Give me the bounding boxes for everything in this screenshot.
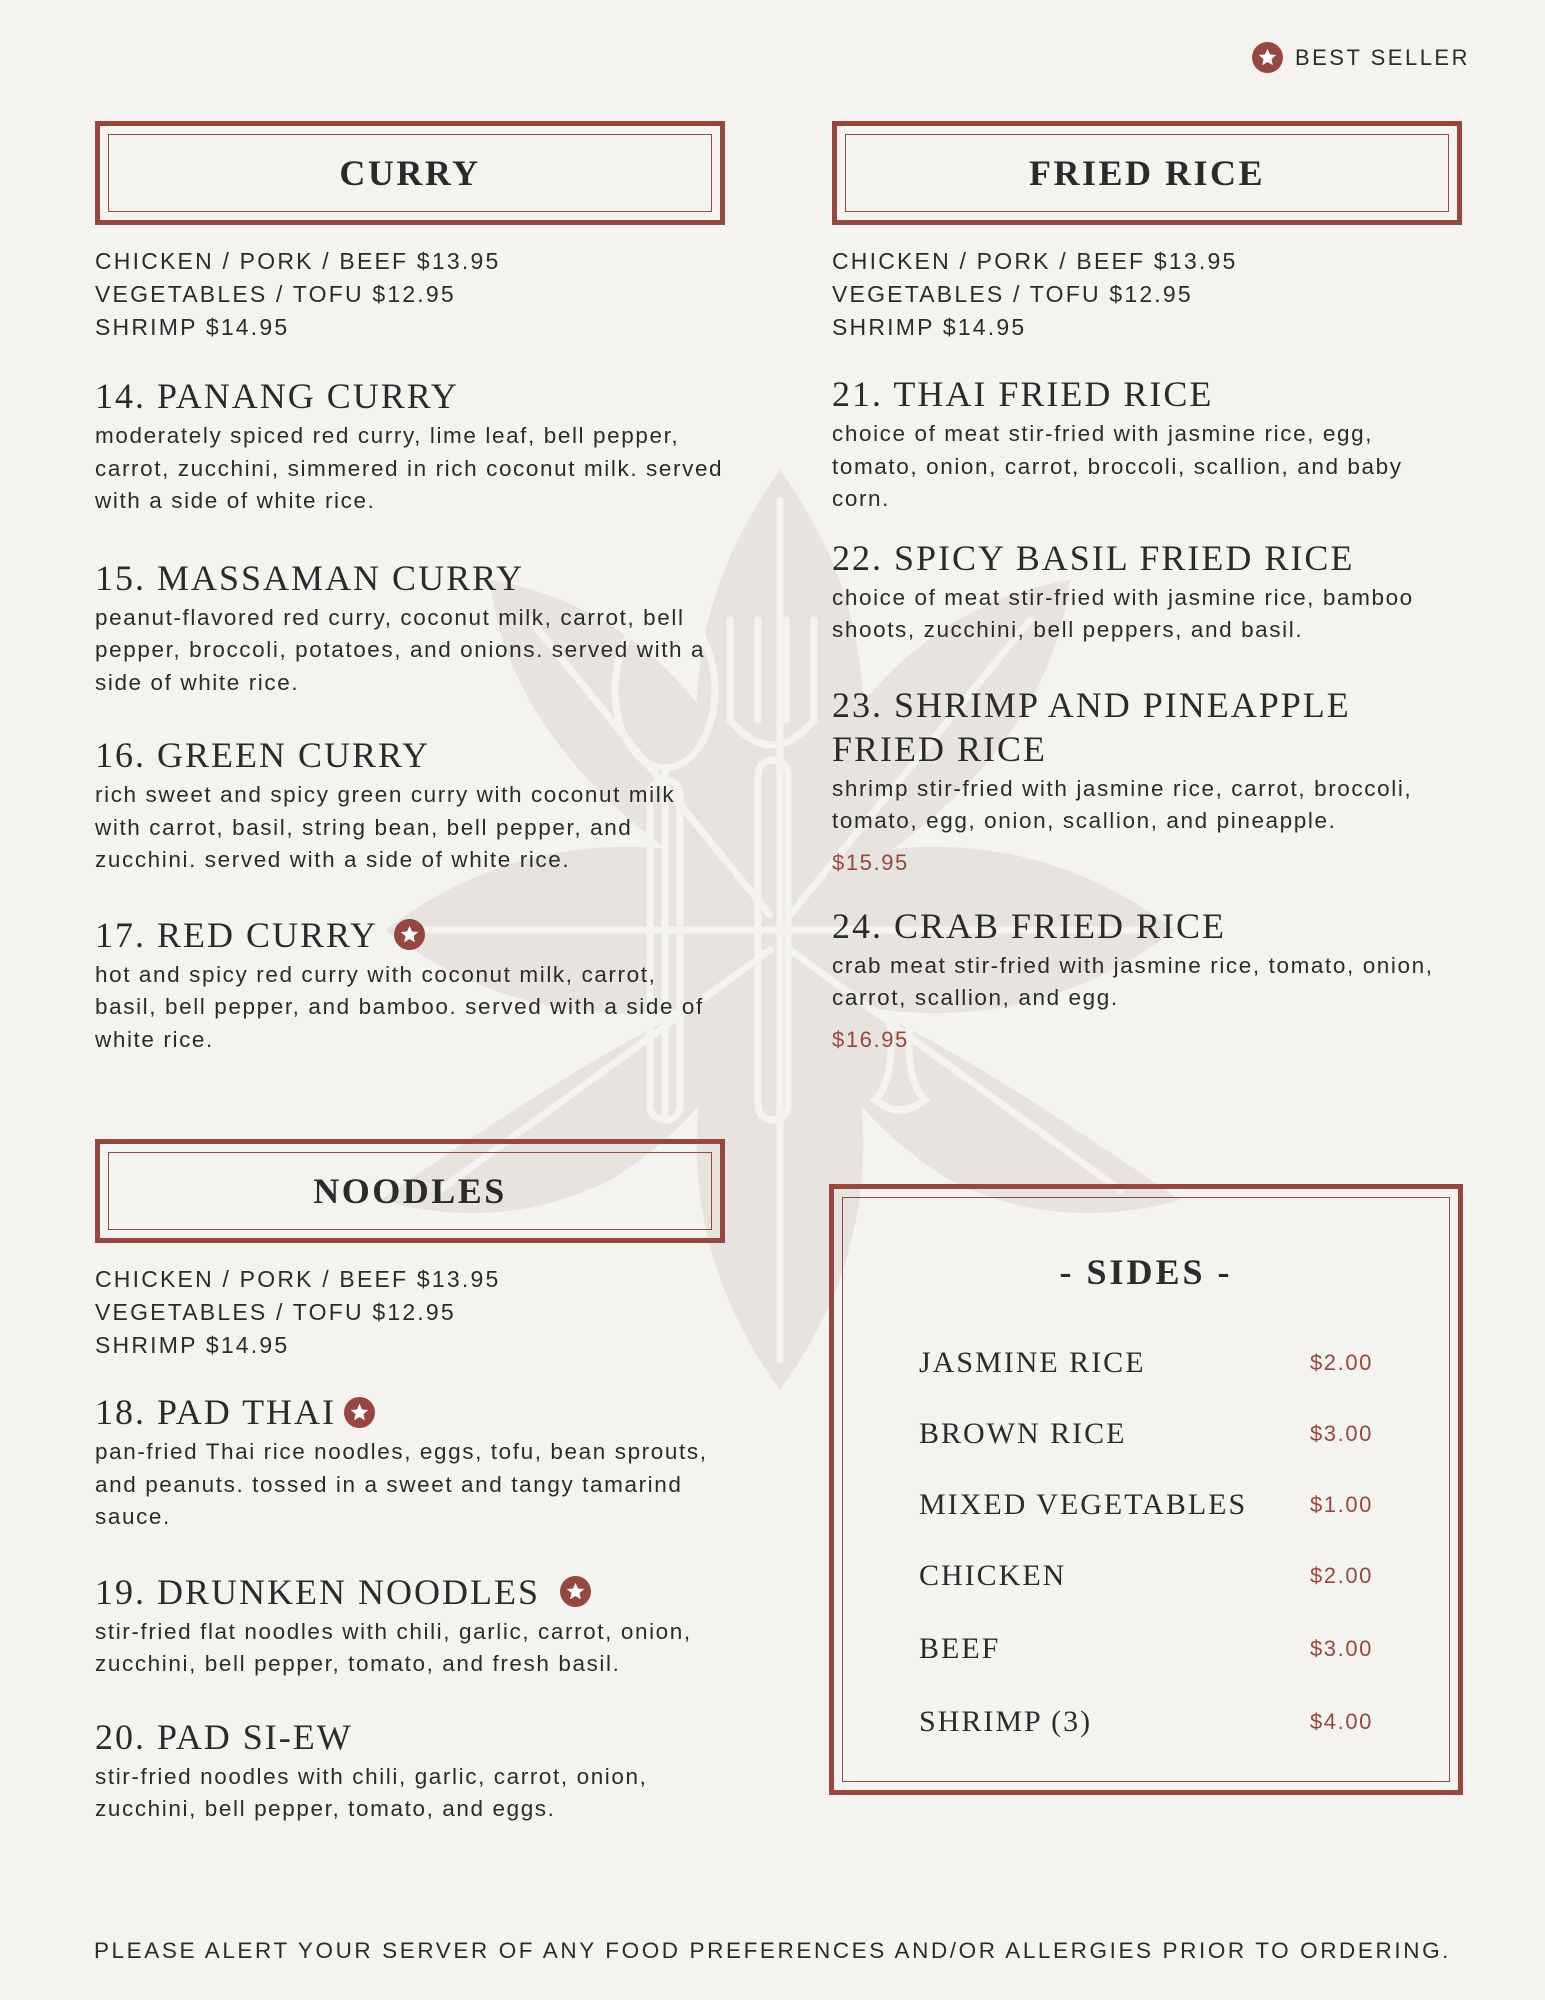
best-seller-star-icon [344,1397,375,1428]
side-price: $2.00 [1309,1349,1373,1375]
noodles-banner [95,1139,725,1243]
menu-item [832,904,1462,1053]
curry-section [95,121,725,1056]
item-name: 17. RED CURRY [95,913,725,957]
menu-item [832,683,1462,876]
item-name: 20. PAD SI-EW [95,1716,353,1757]
menu-item [95,1715,725,1826]
curry-price-list [95,245,725,344]
side-row [919,1540,1373,1611]
item-description: choice of meat stir-fried with jasmine rice, egg, tomato, onion, carrot, broccoli, scallion, and baby corn. [832,421,1403,511]
item-description: hot and spicy red curry with coconut milk, carrot, basil, bell pepper, and bamboo. served with a side of white rice. [95,961,704,1052]
price-line: CHICKEN / PORK / BEEF $13.95 [832,248,1238,274]
menu-item [95,733,725,877]
side-name: SHRIMP (3) [919,1704,1093,1738]
menu-item [95,556,725,700]
noodles-price-list [95,1263,725,1362]
section-title: FRIED RICE [1028,153,1266,193]
price-line: VEGETABLES / TOFU $12.95 [95,1299,456,1325]
fried-rice-banner [832,121,1462,225]
item-description: stir-fried flat noodles with chili, garlic, carrot, onion, zucchini, bell pepper, tomato, and fresh basil. [95,1618,692,1676]
best-seller-star-icon [394,919,425,950]
item-name: 15. MASSAMAN CURRY [95,557,525,598]
side-name: BROWN RICE [919,1416,1127,1450]
menu-item [832,372,1462,516]
fried-rice-price-list [832,245,1462,344]
item-description: rich sweet and spicy green curry with coconut milk with carrot, basil, string bean, bell pepper, and zucchini. served with a side of white rice. [95,782,676,872]
price-line: VEGETABLES / TOFU $12.95 [95,281,456,307]
item-description: crab meat stir-fried with jasmine rice, tomato, onion, carrot, scallion, and egg. [832,952,1434,1010]
item-name: 14. PANANG CURRY [95,376,459,416]
price-line: SHRIMP $14.95 [95,314,290,340]
item-description: moderately spiced red curry, lime leaf, bell pepper, carrot, zucchini, simmered in rich coconut milk. served with a side of white rice. [95,423,724,513]
section-title: CURRY [339,153,481,193]
sides-title: - SIDES - [1059,1252,1233,1292]
item-description: stir-fried noodles with chili, garlic, carrot, onion, zucchini, bell pepper, tomato, and eggs. [95,1763,648,1821]
item-name: 22. SPICY BASIL FRIED RICE [832,537,1355,578]
item-name: 21. THAI FRIED RICE [832,374,1214,414]
curry-banner [95,121,725,225]
best-seller-star-icon [560,1576,591,1607]
side-row [919,1611,1373,1686]
sides-list [919,1327,1373,1757]
side-row [919,1469,1373,1540]
item-name: 18. PAD THAI [95,1390,725,1434]
menu-item [95,913,725,1057]
best-seller-legend [1252,42,1470,73]
menu-item [95,374,725,518]
side-row [919,1327,1373,1398]
item-description: shrimp stir-fried with jasmine rice, carrot, broccoli, tomato, egg, onion, scallion, and pineapple. [832,775,1413,833]
noodles-section [95,1139,725,1826]
item-description: choice of meat stir-fried with jasmine rice, bamboo shoots, zucchini, bell peppers, and basil. [832,584,1414,642]
price-line: SHRIMP $14.95 [95,1332,290,1358]
star-badge-icon [1252,42,1283,73]
side-row [919,1398,1373,1469]
item-name: 23. SHRIMP AND PINEAPPLE FRIED RICE [832,684,1351,769]
section-title: NOODLES [313,1171,507,1211]
side-name: CHICKEN [919,1558,1067,1592]
price-line: CHICKEN / PORK / BEEF $13.95 [95,1266,501,1292]
item-price: $15.95 [832,849,909,875]
fried-rice-section [832,121,1462,1053]
item-price: $16.95 [832,1026,909,1052]
side-price: $3.00 [1309,1420,1373,1446]
menu-item [832,536,1462,647]
best-seller-label: BEST SELLER [1294,44,1470,70]
menu-item [95,1390,725,1534]
price-line: CHICKEN / PORK / BEEF $13.95 [95,248,501,274]
price-line: VEGETABLES / TOFU $12.95 [832,281,1193,307]
menu-item [95,1570,725,1681]
item-name: 16. GREEN CURRY [95,735,431,775]
side-name: JASMINE RICE [919,1345,1146,1379]
side-price: $1.00 [1309,1491,1373,1517]
side-row [919,1686,1373,1757]
side-price: $3.00 [1309,1635,1373,1661]
side-name: MIXED VEGETABLES [919,1487,1248,1521]
allergy-notice: PLEASE ALERT YOUR SERVER OF ANY FOOD PREFERENCES AND/OR ALLERGIES PRIOR TO ORDERING. [93,1938,1452,1963]
item-description: pan-fried Thai rice noodles, eggs, tofu, bean sprouts, and peanuts. tossed in a sweet and tangy tamarind sauce. [95,1439,708,1529]
side-name: BEEF [919,1631,1001,1665]
item-name: 24. CRAB FRIED RICE [832,905,1227,946]
side-price: $2.00 [1309,1562,1373,1588]
item-description: peanut-flavored red curry, coconut milk, carrot, bell pepper, broccoli, potatoes, and onions. served with a side of white rice. [95,604,706,695]
side-price: $4.00 [1309,1708,1373,1734]
sides-box [829,1184,1463,1795]
price-line: SHRIMP $14.95 [832,314,1027,340]
item-name: 19. DRUNKEN NOODLES [95,1570,725,1614]
